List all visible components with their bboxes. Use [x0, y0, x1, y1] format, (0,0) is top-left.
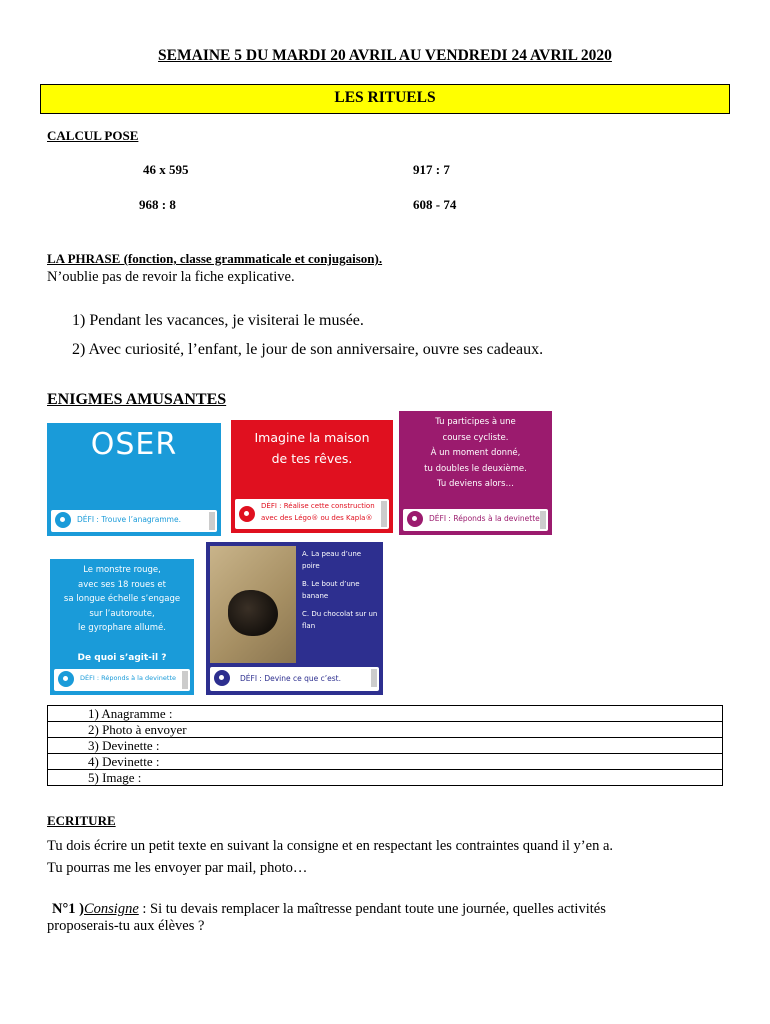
answers-table — [47, 705, 723, 786]
cycliste-line: course cycliste. — [442, 432, 509, 443]
defi-text-1: DÉFI : Réalise cette construction — [261, 502, 375, 510]
stamp-icon — [209, 512, 215, 530]
defi-text: DÉFI : Réponds à la devinette — [429, 514, 540, 523]
stamp-icon — [381, 501, 387, 527]
rituels-banner: LES RITUELS — [40, 84, 730, 114]
monster-ball-icon — [58, 671, 74, 687]
defi-footer — [235, 499, 389, 529]
stamp-icon — [182, 671, 188, 689]
cycliste-line: tu doubles le deuxième. — [424, 463, 527, 474]
consigne-line-2: proposerais-tu aux élèves ? — [47, 918, 205, 934]
cycliste-text — [399, 415, 552, 493]
ecriture-heading: ECRITURE — [47, 813, 116, 828]
answer-cell[interactable]: 4) Devinette : — [48, 754, 723, 770]
monstre-line: Le monstre rouge, — [83, 565, 161, 575]
card-monstre — [50, 559, 194, 695]
defi-text-2: avec des Légo® ou des Kapla® — [261, 514, 373, 522]
consigne-label: Consigne — [83, 901, 139, 917]
ecriture-line-2: Tu pourras me les envoyer par mail, photo… — [47, 860, 308, 876]
answer-cell[interactable]: 3) Devinette : — [48, 738, 723, 754]
table-row — [48, 738, 723, 754]
anagram-word: OSER — [90, 427, 178, 462]
consigne-line — [52, 901, 606, 918]
defi-text: DÉFI : Devine ce que c’est. — [240, 674, 341, 683]
calcul-heading: CALCUL POSE — [47, 128, 139, 143]
phrase-item-1: 1) Pendant les vacances, je visiterai le musée. — [72, 312, 364, 329]
answer-cell[interactable]: 1) Anagramme : — [48, 706, 723, 722]
defi-footer — [210, 667, 379, 691]
maison-line-2: de tes rêves. — [271, 451, 353, 466]
table-row — [48, 706, 723, 722]
monstre-text — [50, 563, 194, 636]
table-row — [48, 722, 723, 738]
maison-line-1: Imagine la maison — [254, 430, 370, 445]
stamp-icon — [540, 511, 546, 529]
consigne-number: N°1 ) — [52, 901, 84, 917]
image-options — [302, 548, 378, 632]
phrase-item-2: 2) Avec curiosité, l’enfant, le jour de son anniversaire, ouvre ses cadeaux. — [72, 341, 544, 358]
answer-cell[interactable]: 5) Image : — [48, 770, 723, 786]
defi-footer — [54, 669, 190, 691]
monstre-line: le gyrophare allumé. — [78, 623, 166, 633]
cycliste-line: Tu deviens alors… — [437, 479, 514, 489]
stamp-icon — [371, 669, 377, 687]
monstre-line: sa longue échelle s’engage — [63, 594, 181, 604]
cycliste-line: À un moment donné, — [430, 448, 521, 458]
defi-footer — [51, 510, 217, 532]
monstre-line: avec ses 18 roues et — [78, 579, 166, 590]
monstre-question: De quoi s’agit-il ? — [77, 653, 167, 663]
mystery-photo — [210, 546, 296, 663]
answer-cell[interactable]: 2) Photo à envoyer — [48, 722, 723, 738]
phrase-note: N’oublie pas de revoir la fiche explicative. — [47, 269, 295, 285]
ecriture-line-1: Tu dois écrire un petit texte en suivant la consigne et en respectant les contraintes quand il y’en a. — [47, 838, 614, 854]
calcul-op-3: 968 : 8 — [139, 197, 176, 212]
card-cycliste — [399, 411, 552, 535]
monster-ball-icon — [214, 670, 230, 686]
calcul-op-4: 608 - 74 — [413, 197, 457, 212]
card-image — [206, 542, 383, 695]
image-option: A. La peau d’une poire — [302, 550, 362, 570]
consigne-text: : Si tu devais remplacer la maîtresse pendant toute une journée, quelles activités — [138, 901, 606, 917]
phrase-heading: LA PHRASE (fonction, classe grammaticale et conjugaison). — [47, 251, 383, 266]
defi-footer — [403, 509, 548, 531]
table-row — [48, 770, 723, 786]
enigmes-heading: ENIGMES AMUSANTES — [47, 391, 227, 408]
card-maison — [231, 420, 393, 533]
image-option: B. Le bout d’une banane — [302, 580, 360, 600]
defi-text: DÉFI : Réponds à la devinette — [80, 674, 177, 682]
monster-ball-icon — [239, 506, 255, 522]
defi-text: DÉFI : Trouve l’anagramme. — [77, 515, 181, 524]
monstre-line: sur l’autoroute, — [89, 608, 155, 619]
monster-ball-icon — [55, 512, 71, 528]
page-title: SEMAINE 5 DU MARDI 20 AVRIL AU VENDREDI 24 AVRIL 2020 — [158, 47, 612, 64]
card-anagramme — [47, 423, 221, 536]
monster-ball-icon — [407, 511, 423, 527]
cycliste-line: Tu participes à une — [435, 417, 516, 427]
calcul-op-2: 917 : 7 — [413, 162, 450, 177]
calcul-op-1: 46 x 595 — [143, 162, 189, 177]
dark-blob-shape — [228, 590, 278, 636]
image-option: C. Du chocolat sur un flan — [302, 610, 378, 630]
table-row — [48, 754, 723, 770]
